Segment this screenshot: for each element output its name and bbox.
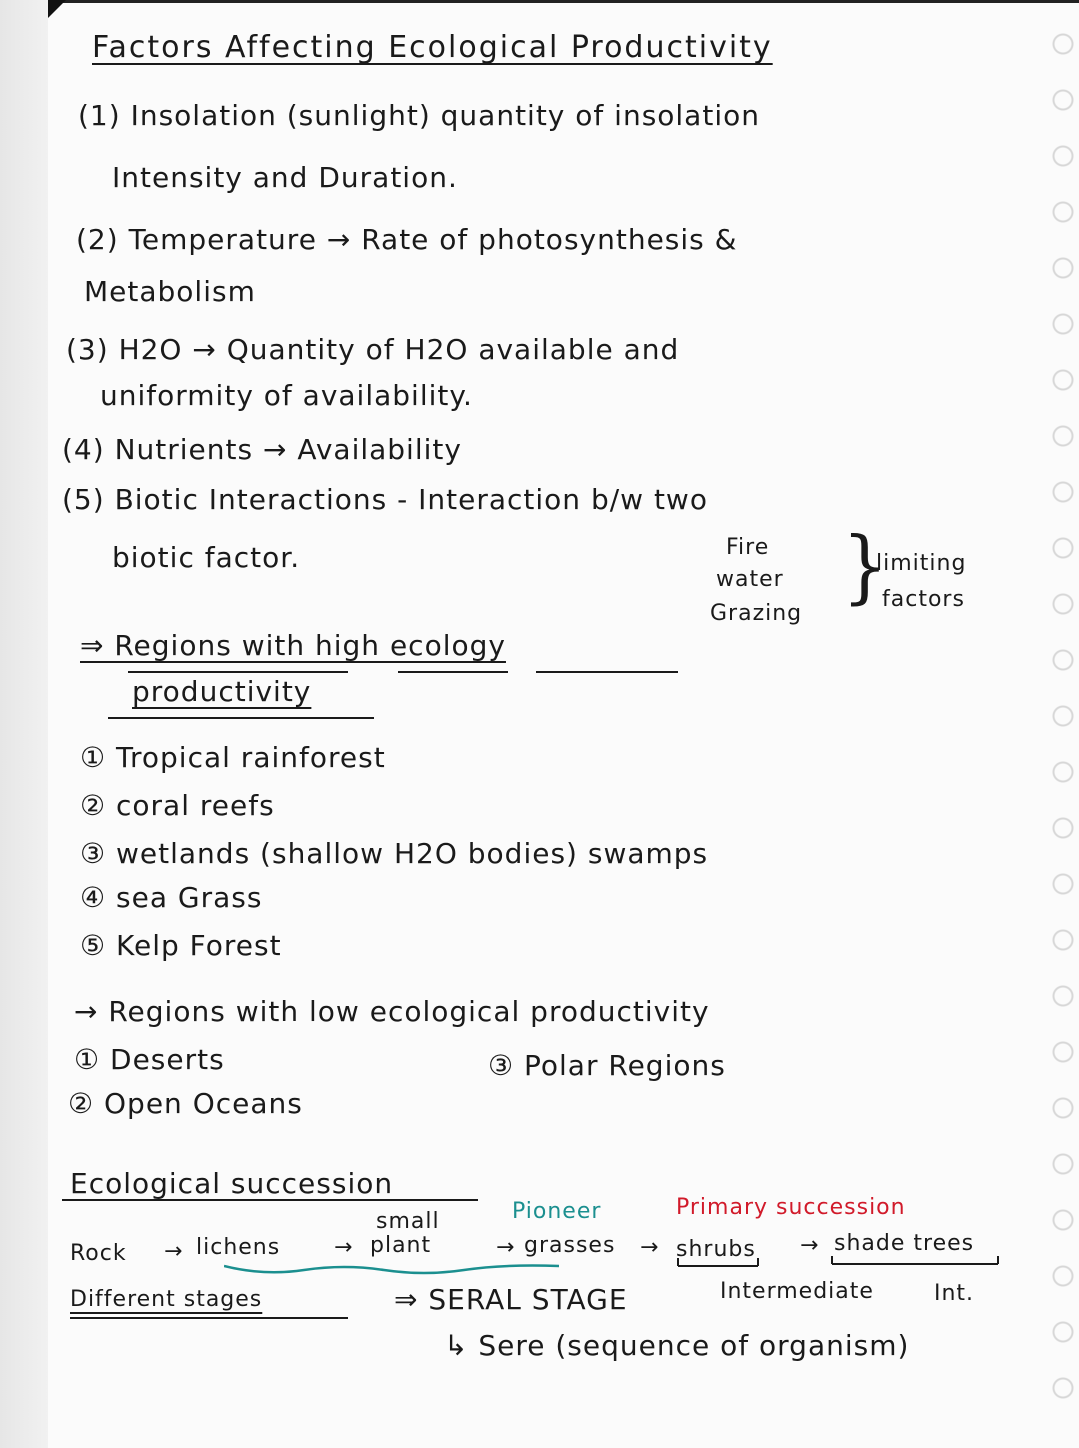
chain-shrubs: shrubs <box>676 1237 756 1262</box>
factor-3-line2: uniformity of availability. <box>100 379 473 412</box>
factor-2-line2: Metabolism <box>84 275 256 308</box>
chain-lichens: lichens <box>196 1235 281 1260</box>
low-item-2: ② Open Oceans <box>68 1087 303 1120</box>
factor-4-line1: (4) Nutrients → Availability <box>62 433 462 466</box>
high-item-3: ③ wetlands (shallow H2O bodies) swamps <box>80 837 709 870</box>
chain-rock: Rock <box>70 1241 127 1266</box>
factor-5-line2: biotic factor. <box>112 541 301 574</box>
sere-definition: ↳ Sere (sequence of organism) <box>444 1329 910 1362</box>
small-label: small <box>376 1209 440 1234</box>
chain-arrow-5: → <box>800 1233 820 1258</box>
limiting-label-line2: factors <box>882 587 965 612</box>
page-corner <box>48 0 66 18</box>
pioneer-label: Pioneer <box>512 1199 602 1224</box>
different-stages-label: Different stages <box>70 1287 263 1312</box>
limiting-item-fire: Fire <box>726 535 770 560</box>
chain-arrow-1: → <box>164 1239 184 1264</box>
factor-1-line2: Intensity and Duration. <box>112 161 458 194</box>
high-item-1: ① Tropical rainforest <box>80 741 386 774</box>
intermediate-label: Intermediate <box>720 1279 874 1304</box>
spiral-binding <box>1049 30 1075 1430</box>
limiting-item-grazing: Grazing <box>710 601 803 626</box>
low-item-1: ① Deserts <box>74 1043 225 1076</box>
seral-stage-label: ⇒ SERAL STAGE <box>394 1283 628 1316</box>
chain-shade-trees: shade trees <box>834 1231 975 1256</box>
pioneer-underline <box>224 1262 559 1276</box>
primary-succession-label: Primary succession <box>676 1195 906 1220</box>
chain-arrow-4: → <box>640 1235 660 1260</box>
high-item-4: ④ sea Grass <box>80 881 263 914</box>
page-title: Factors Affecting Ecological Productivity <box>92 30 773 65</box>
high-productivity-heading-line2: productivity <box>132 675 312 708</box>
left-margin <box>0 0 48 1448</box>
limiting-label-line1: limiting <box>876 551 967 576</box>
factor-2-line1: (2) Temperature → Rate of photosynthesis & <box>76 223 738 256</box>
chain-arrow-2: → <box>334 1235 354 1260</box>
high-item-2: ② coral reefs <box>80 789 275 822</box>
low-productivity-heading: → Regions with low ecological productivity <box>74 995 710 1028</box>
low-item-3: ③ Polar Regions <box>488 1049 726 1082</box>
chain-arrow-3: → <box>496 1235 516 1260</box>
high-productivity-heading-line1: ⇒ Regions with high ecology <box>80 629 506 662</box>
factor-5-line1: (5) Biotic Interactions - Interaction b/w two <box>62 483 708 516</box>
factor-3-line1: (3) H2O → Quantity of H2O available and <box>66 333 680 366</box>
succession-heading: Ecological succession <box>70 1167 394 1200</box>
chain-plant: plant <box>370 1233 432 1258</box>
chain-grasses: grasses <box>524 1233 616 1258</box>
limiting-brace: } <box>842 519 888 613</box>
int-abbr-label: Int. <box>934 1281 975 1306</box>
high-item-5: ⑤ Kelp Forest <box>80 929 282 962</box>
limiting-item-water: water <box>716 567 784 592</box>
factor-1-line1: (1) Insolation (sunlight) quantity of insolation <box>78 99 760 132</box>
page-top-edge <box>48 0 1079 3</box>
